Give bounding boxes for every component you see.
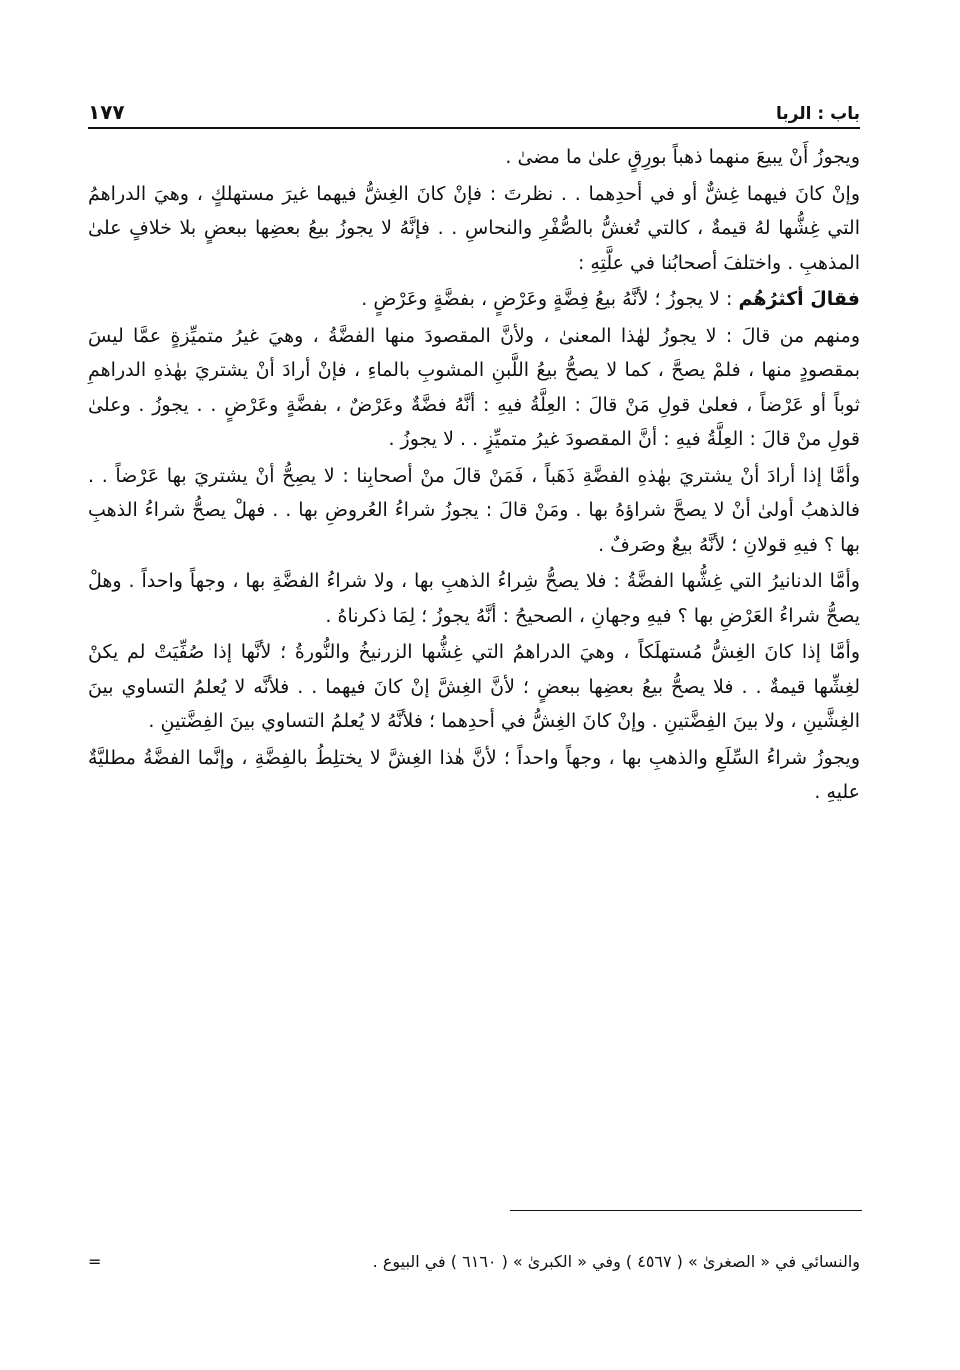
paragraph-8 [88, 741, 860, 810]
header-divider [88, 127, 860, 129]
page-number: ١٧٧ [88, 100, 125, 124]
paragraph-lead: فقالَ أكثرُهُم [738, 288, 860, 310]
paragraph-6 [88, 564, 860, 633]
main-text [88, 140, 860, 810]
paragraph-2 [88, 177, 860, 281]
footnote-text: والنسائي في « الصغرىٰ » ( ٤٥٦٧ ) وفي « الكبرىٰ » ( ٦١٦٠ ) في البيوع . [372, 1252, 860, 1271]
paragraph-5 [88, 459, 860, 563]
paragraph-text: ومنهم من قالَ : لا يجوزُ لهٰذا المعنىٰ ، ولأنَّ المقصودَ منها الفضَّةُ ، وهيَ غيرُ متميِّزةٍ عمَّا ليسَ بمقصودٍ منها ، فلمْ يصحَّ ، كما لا يصحُّ بيعُ اللَّبنِ المشوبِ بالماءِ ، فإنْ أرادَ أنْ يشتريَ بهٰذهِ الدراهمِ ثوباً أو عَرْضاً ، فعلىٰ قولِ مَنْ قالَ : العِلَّةُ فيهِ : أنَّهُ فضَّةٌ وعَرْضٌ ، بفضَّةٍ وعَرْضٍ . . يجوزُ . وعلىٰ قولِ منْ قالَ : العِلَّةُ فيهِ : أنَّ المقصودَ غيرُ متميِّزٍ . . لا يجوزُ . [88, 324, 860, 450]
paragraph-7 [88, 635, 860, 739]
paragraph-text: : لا يجوزُ ؛ لأنَّهُ بيعُ فِضَّةٍ وعَرْضٍ ، بفضَّةٍ وعَرْضٍ . [361, 288, 739, 310]
running-header [88, 92, 860, 124]
chapter-title: باب : الربا [775, 104, 860, 124]
paragraph-text: وأمَّا إذا أرادَ أنْ يشتريَ بهٰذهِ الفضَّةِ ذَهَباً ، فَمَنْ قالَ منْ أصحابِنا : لا يصِحُّ أنْ يشتريَ بها عَرْضاً . . فالذهبُ أولىٰ أنْ لا يصحَّ شراؤهُ بها . ومَنْ قالَ : يجوزُ شراءُ العُروضِ بها . . فهلْ يصحُّ شراءُ الذهبِ بها ؟ فيهِ قولانِ ؛ لأنَّهُ بيعٌ وصَرفٌ . [88, 464, 860, 556]
footnote [88, 1252, 860, 1271]
paragraph-1 [88, 140, 860, 175]
paragraph-text: وإنْ كانَ فيهما غِشٌّ أو في أحدِهما . . نظرتَ : فإنْ كانَ الغِشُّ فيهما غيرَ مستهلكٍ ، وهيَ الدراهمُ التي غِشُّها لهُ قيمةٌ ، كالتي تُغشُّ بالصُّفْرِ والنحاسِ . . فإنَّهُ لا يجوزُ بيعُ بعضِها ببعضٍ بلا خلافٍ علىٰ المذهبِ . واختلفَ أصحابُنا في علَّتِهِ : [88, 182, 860, 274]
paragraph-text: ويجوزُ أَنْ يبيعَ منهما ذهباً بورِقٍ علىٰ ما مضىٰ . [505, 146, 860, 168]
paragraph-text: وأمَّا إذا كانَ الغِشُّ مُستهلَكاً ، وهيَ الدراهمُ التي غِشُّها الزرنيخُ والنُّورةُ ؛ لأنَّها إذا صُفِّيَتْ لم يكنْ لغِشِّها قيمةٌ . . فلا يصحُّ بيعُ بعضِها ببعضٍ ؛ لأنَّ الغِشَّ إنْ كانَ فيهما . . فلأنَّه لا يُعلمُ التساوي بينَ الغِشَّينِ ، ولا بينَ الفِضَّتينِ . وإنْ كانَ الغِشُّ في أحدِهما ؛ فلأنَّهُ لا يُعلمُ التساوي بينَ الفِضَّتينِ . [88, 641, 860, 732]
footnote-divider [510, 1210, 862, 1211]
paragraph-3 [88, 282, 860, 317]
paragraph-4 [88, 319, 860, 457]
paragraph-text: وأمَّا الدنانيرُ التي غِشُّها الفضَّةُ : فلا يصحُّ شِراءُ الذهبِ بها ، ولا شراءُ الفضَّةِ بها ، وجهاً واحداً . وهلْ يصحُّ شراءُ العَرْضِ بها ؟ فيهِ وجهانِ ، الصحيحُ : أنَّهُ يجوزُ ؛ لِمَا ذكرناهُ . [88, 570, 860, 627]
footnote-continuation-mark: = [88, 1252, 102, 1271]
paragraph-text: ويجوزُ شراءُ السِّلَعِ والذهبِ بها ، وجهاً واحداً ؛ لأنَّ هٰذا الغِشَّ لا يختلِطُ بالفِضَّةِ ، وإنَّما الفضَّةُ مطليَّةٌ عليهِ . [88, 746, 860, 803]
